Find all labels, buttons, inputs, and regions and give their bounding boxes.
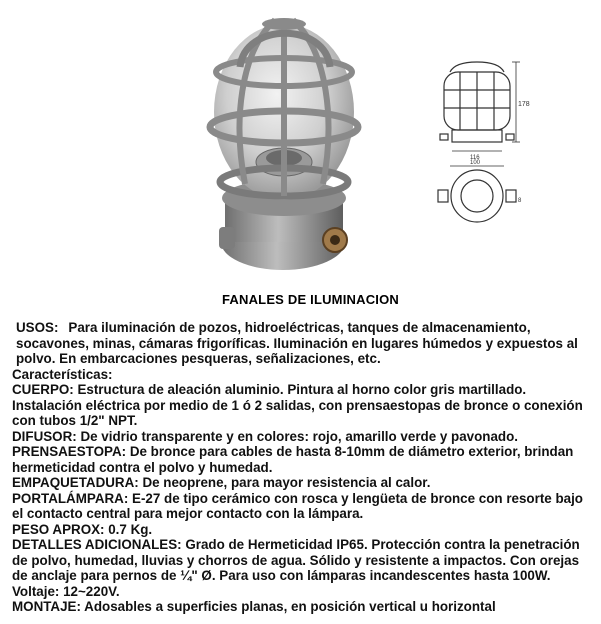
dim-width-front-label: 116 xyxy=(470,155,480,161)
spec-peso: PESO APROX: 0.7 Kg. xyxy=(12,521,153,537)
characteristics-heading: Características: xyxy=(12,366,113,382)
page-title: FANALES DE ILUMINACION xyxy=(221,292,399,307)
spec-voltaje: Voltaje: 12~220V. xyxy=(12,583,120,599)
product-photo xyxy=(185,2,385,277)
spec-prensaestopa: PRENSAESTOPA: De bronce para cables de hasta 8-10mm de diámetro exterior, brindan hermeticidad contra el polvo y humedad. xyxy=(12,444,574,475)
spec-montaje: MONTAJE: Adosables a superficies planas, en posición vertical u horizontal xyxy=(12,599,496,614)
dim-height-label: 178 xyxy=(518,101,530,108)
dim-side-label: 8 xyxy=(518,198,522,204)
description-text xyxy=(12,320,596,615)
usos-text: Para iluminación de pozos, hidroeléctricas, tanques de almacenamiento, socavones, minas, cámaras frigoríficas. Iluminación en lugares húmedos y expuestos al polvo. En embarcaciones pesqueras, señalizaciones, etc. xyxy=(16,320,578,366)
spec-cuerpo: CUERPO: Estructura de aleación aluminio. Pintura al horno color gris martillado. Instalación eléctrica por medio de 1 ó 2 salidas, con prensaestopas de bronce o conexión con tubos 1/2" NPT. xyxy=(12,382,583,428)
usos-label: USOS: xyxy=(16,320,59,335)
spec-empaquetadura: EMPAQUETADURA: De neoprene, para mayor resistencia al calor. xyxy=(12,475,431,490)
spec-portalampara: PORTALÁMPARA: E-27 de tipo cerámico con rosca y lengüeta de bronce con resorte bajo el contacto central para mejor contacto con la lámpara. xyxy=(12,490,583,521)
spec-difusor: DIFUSOR: De vidrio transparente y en colores: rojo, amarillo verde y pavonado. xyxy=(12,428,519,444)
technical-drawing xyxy=(430,60,530,235)
dim-width-top-label: 100 xyxy=(470,160,481,166)
spec-detalles: DETALLES ADICIONALES: Grado de Hermeticidad IP65. Protección contra la penetración de polvo, humedad, lluvias y chorros de agua. Sólido y resistente a impactos. Con orejas de anclaje para pernos de ¼" Ø. Para uso con lámparas incandescentes hasta 100W. xyxy=(12,537,580,583)
usos-paragraph xyxy=(12,320,596,367)
